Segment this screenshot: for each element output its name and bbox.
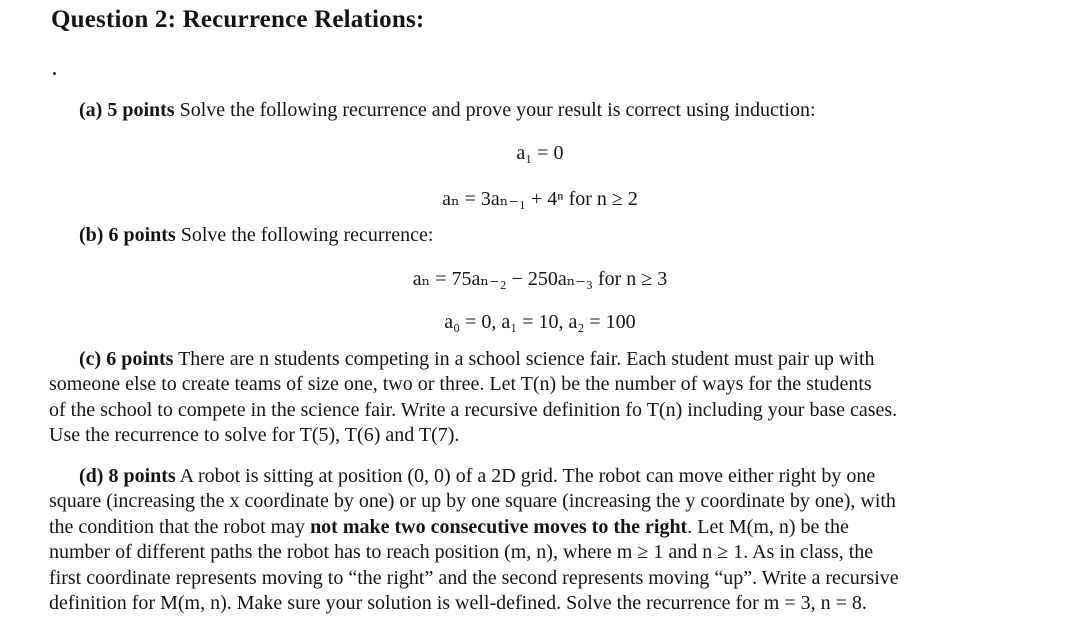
part-c-line-3: of the school to compete in the science fair. Write a recursive definition fo T(n) including your base cases.	[49, 398, 898, 421]
part-b-prompt	[79, 223, 433, 249]
part-a-text: Solve the following recurrence and prove your result is correct using induction:	[174, 99, 816, 121]
part-a-equation-2: aₙ = 3aₙ₋₁ + 4ⁿ for n ≥ 2	[442, 188, 638, 210]
part-c-line-1	[49, 347, 1049, 372]
stray-dot	[53, 72, 56, 75]
part-d-line-5: first coordinate represents moving to “the right” and the second represents moving “up”. Write a recursive	[49, 566, 899, 589]
part-a-equation-1: a₁ = 0	[516, 142, 564, 164]
question-title: Question 2: Recurrence Relations:	[51, 6, 425, 33]
part-c-line-1-text: There are n students competing in a school science fair. Each student must pair up with	[173, 348, 875, 370]
part-d-emphasis: not make two consecutive moves to the right	[310, 515, 688, 538]
part-d-label: (d) 8 points	[79, 465, 176, 487]
part-b-equation-1: aₙ = 75aₙ₋₂ − 250aₙ₋₃ for n ≥ 3	[412, 268, 668, 290]
part-c-line-4: Use the recurrence to solve for T(5), T(6) and T(7).	[49, 424, 460, 447]
part-b-label: (b) 6 points	[79, 224, 176, 246]
part-d-line-1	[49, 464, 1049, 489]
part-a-prompt	[79, 98, 816, 124]
part-d-line-2: square (increasing the x coordinate by one) or up by one square (increasing the y coordinate by one), with	[49, 490, 896, 513]
part-d-line-3	[49, 515, 1049, 540]
part-d-paragraph	[49, 464, 1049, 616]
part-c-label: (c) 6 points	[79, 348, 174, 370]
part-d-line-6: definition for M(m, n). Make sure your solution is well-defined. Solve the recurrence for m = 3, n = 8.	[49, 592, 867, 615]
part-c-paragraph	[49, 347, 1049, 449]
part-b-text: Solve the following recurrence:	[175, 224, 434, 246]
part-d-line-3-end: . Let M(m, n) be the	[687, 515, 849, 538]
part-b-equation-2: a₀ = 0, a₁ = 10, a₂ = 100	[444, 311, 636, 333]
part-d-line-4: number of different paths the robot has to reach position (m, n), where m ≥ 1 and n ≥ 1. As in class, the	[49, 541, 874, 564]
part-c-line-2: someone else to create teams of size one, two or three. Let T(n) be the number of ways for the students	[49, 373, 872, 396]
part-d-line-1-text: A robot is sitting at position (0, 0) of a 2D grid. The robot can move either right by one	[175, 465, 876, 487]
part-d-line-3-start: the condition that the robot may	[49, 515, 311, 538]
part-a-label: (a) 5 points	[79, 99, 175, 121]
